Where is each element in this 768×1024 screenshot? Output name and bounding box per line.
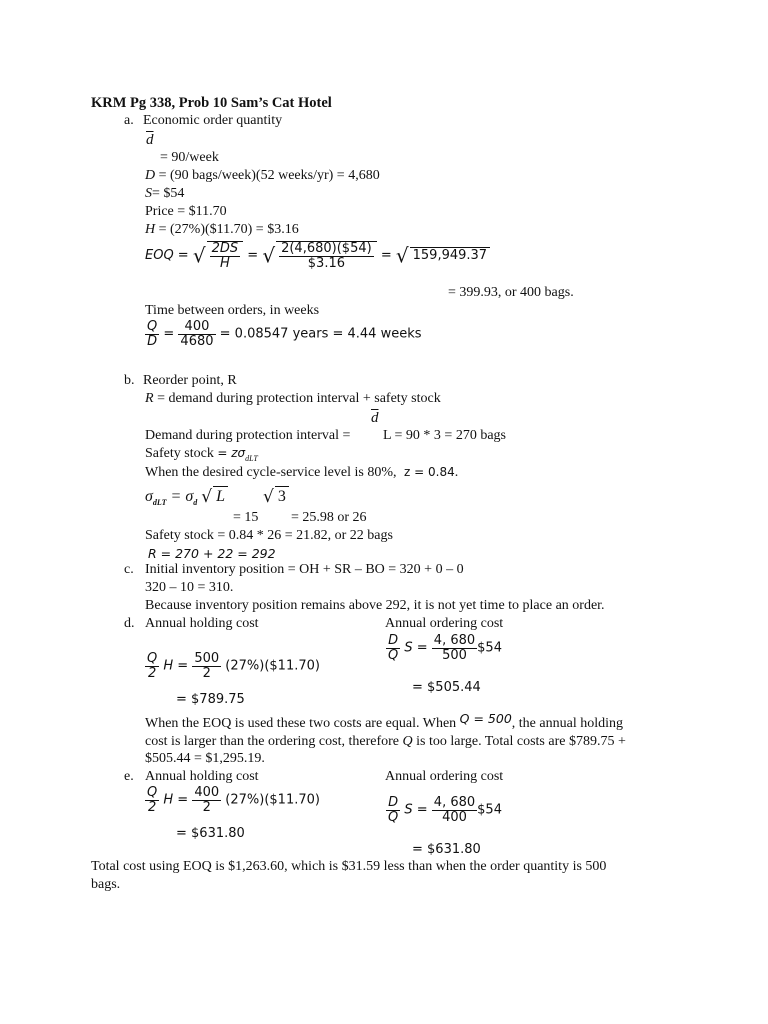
- sigma-sub: dLT: [152, 498, 167, 508]
- tbo-heading: Time between orders, in weeks: [145, 303, 320, 318]
- e-ord-num: 4, 680: [433, 795, 476, 810]
- tbo-qd-fraction: [145, 320, 159, 348]
- e-hold-fraction: [192, 786, 221, 814]
- eoq-formula: [145, 241, 490, 270]
- sigma-lhs: σ: [145, 488, 153, 505]
- radical-icon: √: [395, 243, 409, 268]
- e-ord-Q: Q: [388, 809, 399, 825]
- d-ordering-heading: Annual ordering cost: [385, 616, 504, 631]
- d-hold-q: Q: [147, 651, 158, 666]
- e-holding-heading: Annual holding cost: [145, 769, 259, 784]
- tbo-rhs: = 0.08547 years = 4.44 weeks: [219, 326, 422, 342]
- radical-icon: √: [263, 487, 274, 508]
- d-hold-den: 2: [202, 665, 211, 681]
- tbo-q: Q: [147, 319, 158, 334]
- ss-formula: = zσ: [217, 446, 246, 460]
- eoq-lhs: EOQ =: [145, 247, 189, 263]
- d-hold-fraction: [192, 652, 221, 680]
- tbo-num: 400: [178, 320, 215, 335]
- inventory-position-line: Initial inventory position = OH + SR – BO = 320 + 0 – 0: [145, 562, 464, 577]
- ss-sub: dLT: [245, 453, 258, 463]
- price-line: Price = $11.70: [145, 204, 227, 219]
- sigma-2598: = 25.98 or 26: [291, 510, 367, 525]
- H-var: H: [145, 222, 156, 237]
- setup-cost-line: [145, 186, 184, 203]
- tbo-formula: [145, 320, 422, 348]
- dbar-value: = 90/week: [160, 150, 219, 165]
- holding-line: [145, 222, 299, 239]
- d-ord-S: S =: [404, 640, 428, 656]
- S-equation: = $54: [152, 186, 185, 201]
- tbo-d: D: [147, 333, 158, 349]
- e-hold-rest: (27%)($11.70): [225, 792, 320, 808]
- d-hold-two: 2: [147, 665, 157, 681]
- e-hold-two: 2: [147, 799, 157, 815]
- d-hold-num: 500: [194, 651, 220, 666]
- eq-sign-1: =: [247, 247, 259, 263]
- d-ord-num: 4, 680: [433, 633, 476, 648]
- d-ord-den: 500: [442, 647, 467, 663]
- d-ord-D: D: [386, 634, 400, 649]
- S-var: S: [145, 186, 152, 201]
- sigma-mid: = σ: [170, 488, 194, 505]
- d-holding-heading: Annual holding cost: [145, 616, 259, 631]
- eoq-rhs: 159,949.37: [410, 247, 490, 264]
- z-value: z = 0.84: [404, 465, 455, 479]
- eoq-num-1: 2DS: [211, 241, 239, 256]
- e-hold-den: 2: [202, 799, 211, 815]
- d-ord-dq: [386, 634, 400, 662]
- eoq-den-1: H: [219, 255, 230, 271]
- section-b-heading: Reorder point, R: [143, 373, 237, 388]
- total-line2: bags.: [91, 877, 121, 892]
- e-ordering-heading: Annual ordering cost: [385, 769, 504, 784]
- d-ordering-result: = $505.44: [412, 680, 481, 695]
- safety-stock-formula-line: [145, 446, 258, 463]
- e-ord-D: D: [386, 796, 400, 811]
- page-title: KRM Pg 338, Prob 10 Sam’s Cat Hotel: [91, 95, 332, 111]
- e-ord-rest: $54: [477, 802, 502, 818]
- R-def: = demand during protection interval + safety stock: [157, 391, 441, 406]
- e-ord-dq: [386, 796, 400, 824]
- tbo-num-fraction: [178, 320, 215, 348]
- d-hold-q2: [145, 652, 159, 680]
- e-ord-fraction: [432, 796, 477, 824]
- sigma-formula: [145, 486, 228, 508]
- e-ordering-result: = $631.80: [412, 842, 481, 857]
- radical-icon: √: [192, 243, 206, 268]
- d-para-line3: $505.44 = $1,295.19.: [145, 751, 265, 766]
- d-para-line2: [145, 734, 626, 751]
- sigma-sub2: d: [193, 498, 198, 508]
- radical-icon: √: [201, 487, 213, 508]
- sigma-15: = 15: [233, 510, 259, 525]
- safety-stock-calc: Safety stock = 0.84 * 26 = 21.82, or 22 bags: [145, 528, 393, 543]
- section-a-heading: Economic order quantity: [143, 113, 283, 128]
- annual-demand-line: [145, 168, 380, 185]
- inventory-calc-line: 320 – 10 = 310.: [145, 580, 234, 595]
- d-para1-text: When the EOQ is used these two costs are equal. When: [145, 716, 457, 731]
- d-para2a-text: cost is larger than the ordering cost, therefore: [145, 734, 399, 749]
- e-hold-q2: [145, 786, 159, 814]
- tbo-den: 4680: [180, 333, 214, 349]
- item-marker-a: a.: [124, 113, 134, 128]
- eoq-result: = 399.93, or 400 bags.: [448, 285, 574, 300]
- sigma-L: L: [213, 486, 228, 506]
- sqrt3: [263, 486, 289, 508]
- d-ord-fraction: [432, 634, 477, 662]
- eoq-fraction-2: [276, 241, 377, 270]
- d-ord-Q: Q: [388, 647, 399, 663]
- D-var: D: [145, 168, 156, 183]
- tbo-eq: =: [163, 326, 175, 342]
- H-equation: = (27%)($11.70) = $3.16: [158, 222, 299, 237]
- eoq-num-2: 2(4,680)($54): [281, 241, 372, 256]
- d-hold-rest: (27%)($11.70): [225, 658, 320, 674]
- z-dot: .: [454, 465, 459, 480]
- dbar-symbol: $\overline{d}$: [146, 132, 154, 148]
- d-hold-H: H =: [163, 658, 189, 674]
- cycle-service-line: [145, 465, 458, 482]
- d-para2b-text: is too large. Total costs are $789.75 +: [416, 734, 626, 749]
- item-marker-d: d.: [124, 616, 135, 631]
- eoq-den-2: $3.16: [307, 255, 345, 271]
- d-ord-rest: $54: [477, 640, 502, 656]
- demand-equation: L = 90 * 3 = 270 bags: [383, 428, 506, 443]
- e-hold-num: 400: [194, 785, 220, 800]
- e-hold-q: Q: [147, 785, 158, 800]
- total-line1: Total cost using EOQ is $1,263.60, which is $31.59 less than when the order quantity is 500: [91, 859, 607, 874]
- eoq-fraction-1: [207, 241, 244, 270]
- sqrt3-value: 3: [275, 486, 289, 506]
- reorder-calc: R = 270 + 22 = 292: [148, 546, 276, 561]
- d-holding-formula: [145, 652, 320, 680]
- d-holding-result: = $789.75: [176, 692, 245, 707]
- ss-label: Safety stock: [145, 446, 214, 461]
- d-para1b-text: , the annual holding: [511, 716, 623, 731]
- item-marker-c: c.: [124, 562, 134, 577]
- q500: Q = 500: [459, 711, 512, 726]
- item-marker-e: e.: [124, 769, 134, 784]
- e-ord-S: S =: [404, 802, 428, 818]
- reorder-definition: [145, 391, 441, 408]
- dbar-symbol-b: $\overline{d}$: [371, 410, 379, 426]
- eq-sign-2: =: [380, 247, 392, 263]
- cycle-text: When the desired cycle-service level is 80%,: [145, 465, 397, 480]
- e-hold-H: H =: [163, 792, 189, 808]
- d-para2q: Q: [402, 734, 413, 749]
- d-ordering-formula: [386, 634, 502, 662]
- e-ordering-formula: [386, 796, 502, 824]
- d-para-line1: [145, 711, 623, 733]
- radical-icon: √: [262, 243, 276, 268]
- e-holding-result: = $631.80: [176, 826, 245, 841]
- inventory-conclusion: Because inventory position remains above 292, it is not yet time to place an order.: [145, 598, 605, 613]
- e-holding-formula: [145, 786, 320, 814]
- e-ord-den: 400: [442, 809, 467, 825]
- D-equation: = (90 bags/week)(52 weeks/yr) = 4,680: [158, 168, 380, 183]
- demand-label: Demand during protection interval =: [145, 428, 351, 443]
- R-var: R: [145, 391, 154, 406]
- item-marker-b: b.: [124, 373, 135, 388]
